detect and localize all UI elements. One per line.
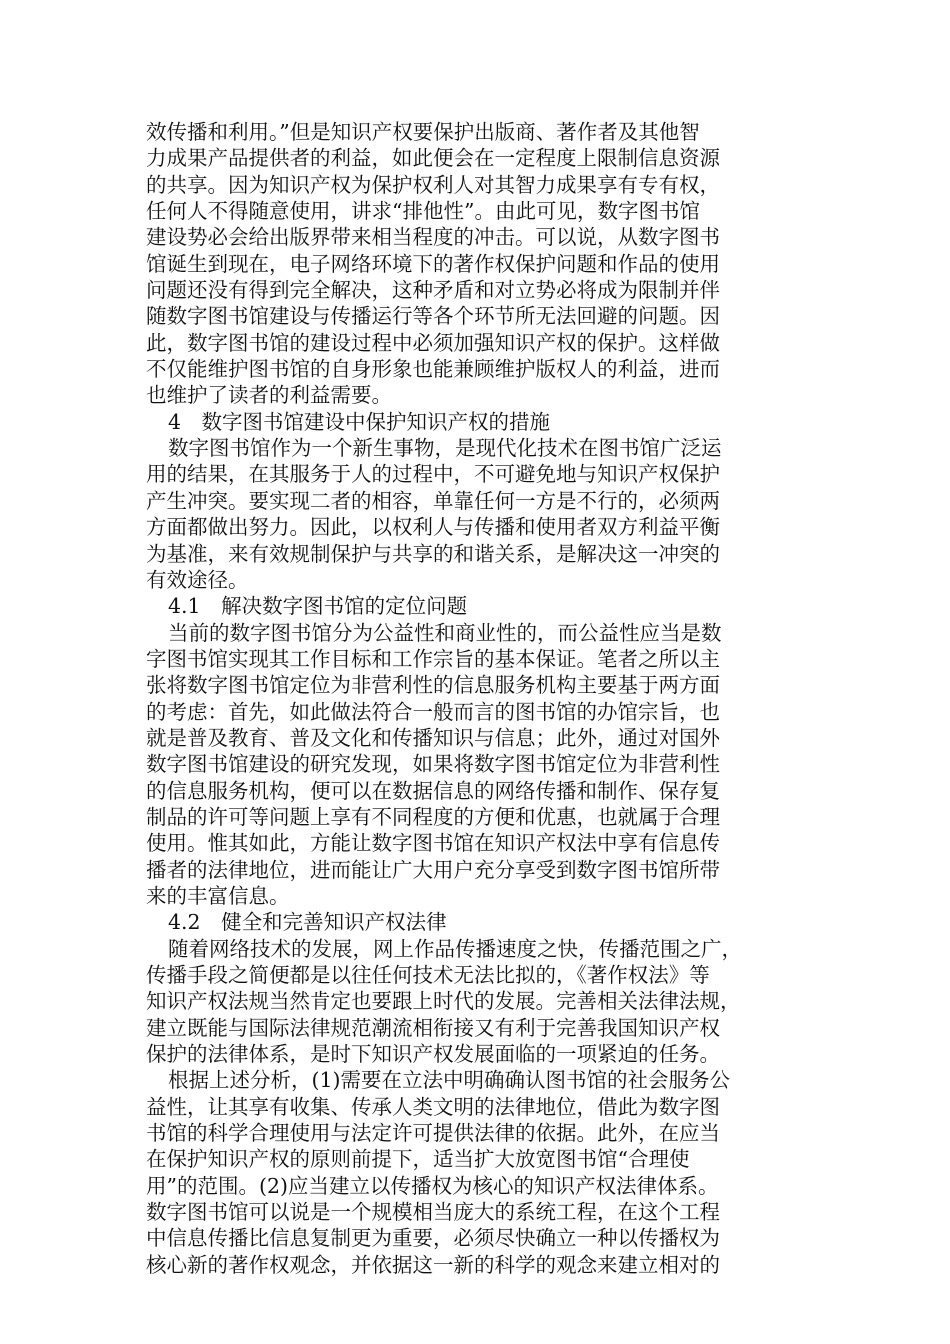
section-heading: 4.2 健全和完善知识产权法律 xyxy=(168,910,447,935)
text-line: 的信息服务机构，便可以在数据信息的网络传播和制作、保存复 xyxy=(146,778,720,803)
text-line: 产生冲突。要实现二者的相容，单靠任何一方是不行的，必须两 xyxy=(146,488,720,513)
text-line: 数字图书馆作为一个新生事物，是现代化技术在图书馆广泛运 xyxy=(168,436,722,461)
text-line: 的考虑：首先，如此做法符合一般而言的图书馆的办馆宗旨，也 xyxy=(146,699,720,724)
text-line: 有效途径。 xyxy=(146,567,249,592)
text-line: 力成果产品提供者的利益，如此便会在一定程度上限制信息资源 xyxy=(146,146,720,171)
text-line: 不仅能维护图书馆的自身形象也能兼顾维护版权人的利益，进而 xyxy=(146,357,720,382)
text-line: 使用。惟其如此，方能让数字图书馆在知识产权法中享有信息传 xyxy=(146,831,720,856)
text-line: 用的结果，在其服务于人的过程中，不可避免地与知识产权保护 xyxy=(146,462,720,487)
text-line: 当前的数字图书馆分为公益性和商业性的，而公益性应当是数 xyxy=(168,620,722,645)
text-line: 数字图书馆可以说是一个规模相当庞大的系统工程，在这个工程 xyxy=(146,1200,720,1225)
section-heading: 4.1 解决数字图书馆的定位问题 xyxy=(168,594,468,619)
text-line: 书馆的科学合理使用与法定许可提供法律的依据。此外，在应当 xyxy=(146,1121,720,1146)
text-line: 知识产权法规当然肯定也要跟上时代的发展。完善相关法律法规， xyxy=(146,989,741,1014)
text-line: 此，数字图书馆的建设过程中必须加强知识产权的保护。这样做 xyxy=(146,330,720,355)
text-line: 保护的法律体系，是时下知识产权发展面临的一项紧迫的任务。 xyxy=(146,1042,720,1067)
text-line: 就是普及教育、普及文化和传播知识与信息；此外，通过对国外 xyxy=(146,725,720,750)
text-line: 馆诞生到现在，电子网络环境下的著作权保护问题和作品的使用 xyxy=(146,251,720,276)
text-line: 来的丰富信息。 xyxy=(146,883,290,908)
text-line: 根据上述分析，(1)需要在立法中明确确认图书馆的社会服务公 xyxy=(168,1068,731,1093)
text-line: 核心新的著作权观念，并依据这一新的科学的观念来建立相对的 xyxy=(146,1252,720,1277)
text-line: 播者的法律地位，进而能让广大用户充分享受到数字图书馆所带 xyxy=(146,857,720,882)
text-line: 字图书馆实现其工作目标和工作宗旨的基本保证。笔者之所以主 xyxy=(146,646,720,671)
section-heading: 4 数字图书馆建设中保护知识产权的措施 xyxy=(168,409,551,434)
text-line: 问题还没有得到完全解决，这种矛盾和对立势必将成为限制并伴 xyxy=(146,278,720,303)
text-line: 用”的范围。(2)应当建立以传播权为核心的知识产权法律体系。 xyxy=(146,1173,719,1198)
text-line: 效传播和利用。”但是知识产权要保护出版商、著作者及其他智 xyxy=(146,120,700,144)
body-text xyxy=(146,119,796,1278)
text-line: 中信息传播比信息复制更为重要，必须尽快确立一种以传播权为 xyxy=(146,1226,720,1251)
text-line: 随数字图书馆建设与传播运行等各个环节所无法回避的问题。因 xyxy=(146,304,720,329)
text-line: 随着网络技术的发展，网上作品传播速度之快，传播范围之广， xyxy=(168,936,742,961)
text-line: 张将数字图书馆定位为非营利性的信息服务机构主要基于两方面 xyxy=(146,673,720,698)
text-line: 建设势必会给出版界带来相当程度的冲击。可以说，从数字图书 xyxy=(146,225,720,250)
text-line: 方面都做出努力。因此，以权利人与传播和使用者双方利益平衡 xyxy=(146,515,720,540)
text-line: 为基准，来有效规制保护与共享的和谐关系，是解决这一冲突的 xyxy=(146,541,720,566)
text-line: 在保护知识产权的原则前提下，适当扩大放宽图书馆“合理使 xyxy=(146,1147,690,1172)
text-line: 益性，让其享有收集、传承人类文明的法律地位，借此为数字图 xyxy=(146,1094,720,1119)
text-line: 的共享。因为知识产权为保护权利人对其智力成果享有专有权， xyxy=(146,172,720,197)
text-line: 传播手段之简便都是以往任何技术无法比拟的，《著作权法》等 xyxy=(146,963,710,987)
text-line: 制品的许可等问题上享有不同程度的方便和优惠，也就属于合理 xyxy=(146,804,720,829)
text-line: 建立既能与国际法律规范潮流相衔接又有利于完善我国知识产权 xyxy=(146,1015,720,1040)
text-line: 数字图书馆建设的研究发现，如果将数字图书馆定位为非营利性 xyxy=(146,752,720,777)
text-line: 任何人不得随意使用，讲求“排他性”。由此可见，数字图书馆 xyxy=(146,199,700,224)
text-line: 也维护了读者的利益需要。 xyxy=(146,383,392,408)
